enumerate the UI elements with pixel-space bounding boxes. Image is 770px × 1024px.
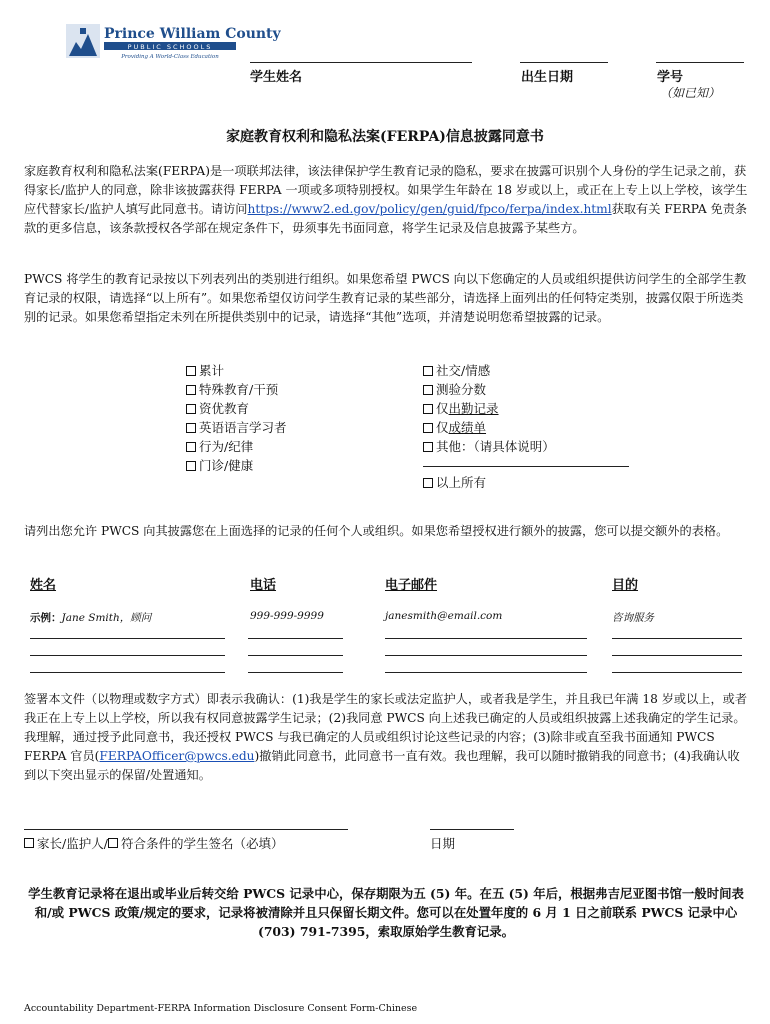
- date-label: 日期: [430, 836, 456, 851]
- category-grades[interactable]: 仅 成绩单: [423, 418, 629, 437]
- checkbox[interactable]: [423, 404, 433, 414]
- svg-text:Prince William County: Prince William County: [104, 26, 281, 42]
- student-id-note: （如已知）: [660, 86, 721, 100]
- checkbox[interactable]: [186, 461, 196, 471]
- checkbox[interactable]: [186, 404, 196, 414]
- phone-line-3[interactable]: [248, 672, 343, 673]
- recipients-paragraph: 请列出您允许 PWCS 向其披露您在上面选择的记录的任何个人或组织。如果您希望授权进行额外的披露，您可以提交额外的表格。: [24, 524, 729, 538]
- category-other[interactable]: 其他：（请具体说明）: [423, 437, 629, 456]
- checkbox[interactable]: [423, 385, 433, 395]
- checkbox[interactable]: [186, 385, 196, 395]
- other-specify-line[interactable]: [423, 456, 629, 467]
- checkbox[interactable]: [423, 442, 433, 452]
- svg-text:Providing A World-Class Educat: Providing A World-Class Education: [121, 54, 219, 60]
- category-cumulative[interactable]: 累计: [186, 361, 287, 380]
- example-email: janesmith@email.com: [385, 610, 503, 622]
- intro-paragraph: [24, 162, 748, 238]
- parent-checkbox[interactable]: [24, 838, 34, 848]
- example-name: 示例：Jane Smith，顾问: [30, 612, 152, 624]
- checkbox[interactable]: [423, 366, 433, 376]
- signature-label: 家长/监护人/ 符合条件的学生签名（必填）: [24, 834, 283, 852]
- category-attendance[interactable]: 仅 出勤记录: [423, 399, 629, 418]
- name-line-2[interactable]: [30, 655, 225, 656]
- category-gifted[interactable]: 资优教育: [186, 399, 287, 418]
- dob-label: 出生日期: [521, 70, 574, 85]
- signature-line[interactable]: [24, 829, 348, 830]
- student-id-line[interactable]: [656, 62, 744, 63]
- checkbox[interactable]: [186, 423, 196, 433]
- svg-text:PUBLIC SCHOOLS: PUBLIC SCHOOLS: [127, 43, 213, 51]
- checkbox[interactable]: [423, 423, 433, 433]
- category-ell[interactable]: 英语语言学习者: [186, 418, 287, 437]
- checkbox[interactable]: [186, 366, 196, 376]
- col-header-phone: 电话: [250, 578, 277, 593]
- retention-notice: 学生教育记录将在退出或毕业后转交给 PWCS 记录中心，保存期限为五 (5) 年。在五 (5) 年后，根据弗吉尼亚图书馆一般时间表和/或 PWCS 政策/规定的要求，记录将被清除并且只保留长期文件。您可以在处置年度的 6 月 1 日之前联系 PWCS 记录中心 (703) 791-7395，索取原始学生教育记录。: [28, 886, 744, 939]
- category-health[interactable]: 门诊/健康: [186, 456, 287, 475]
- category-special-ed[interactable]: 特殊教育/干预: [186, 380, 287, 399]
- phone-line-1[interactable]: [248, 638, 343, 639]
- acknowledgement-paragraph: 签署本文件（以物理或数字方式）即表示我确认：(1)我是学生的家长或法定监护人，或者我是学生，并且我已年满 18 岁或以上，或者我正在上专上以上学校，所以我有权同意披露学生记录；(2)我同意 PWCS 向上述我已确定的人员或组织披露上述我确定的学生记录。我理解，通过授予此同意书，我还授权 PWCS 与我已确定的人员或组织讨论这些记录的内容；(3)除非或直至我书面通知 PWCS FERPA 官员(FERPAOfficer@pwcs.edu)撤销此同意书，此同意书一直有效。我也理解，我可以随时撤销我的同意书；(4)我确认收到以下突出显示的保留/处置通知。: [24, 692, 748, 782]
- pwcs-logo: [66, 22, 281, 62]
- categories-paragraph: PWCS 将学生的教育记录按以下列表列出的类别进行组织。如果您希望 PWCS 向以下您确定的人员或组织提供访问学生的全部学生教育记录的权限，请选择“以上所有”。如果您希望仅访问学生教育记录的某些部分，请选择上面列出的任何特定类别，披露仅限于所选类别的记录。如果您希望指定未列在所提供类别中的记录，请选择“其他”选项，并清楚说明您希望披露的记录。: [24, 272, 747, 324]
- dob-line[interactable]: [520, 62, 608, 63]
- col-header-email: 电子邮件: [385, 578, 438, 593]
- example-purpose: 咨询服务: [612, 612, 654, 624]
- email-line-3[interactable]: [385, 672, 587, 673]
- categories-right: [423, 361, 629, 492]
- purpose-line-3[interactable]: [612, 672, 742, 673]
- intro-text: 家庭教育权利和隐私法案(FERPA)是一项联邦法律，该法律保护学生教育记录的隐私，要求在披露可识别个人身份的学生记录之前，获得家长/监护人的同意，除非该披露获得 FERPA 一项或多项特别授权。如果学生年龄在 18 岁或以上，或正在上专上以上学校，该学生应代替家长/监护人填写此同意书。请访问: [24, 164, 748, 216]
- pwcs-logo-icon: [66, 22, 281, 62]
- name-line-1[interactable]: [30, 638, 225, 639]
- purpose-line-2[interactable]: [612, 655, 742, 656]
- checkbox[interactable]: [186, 442, 196, 452]
- category-all[interactable]: 以上所有: [423, 473, 629, 492]
- name-line-3[interactable]: [30, 672, 225, 673]
- phone-line-2[interactable]: [248, 655, 343, 656]
- student-name-label: 学生姓名: [250, 70, 303, 85]
- col-header-name: 姓名: [30, 578, 57, 593]
- checkbox[interactable]: [423, 478, 433, 488]
- page-footer: Accountability Department-FERPA Information Disclosure Consent Form-Chinese: [24, 1003, 418, 1014]
- form-title: 家庭教育权利和隐私法案(FERPA)信息披露同意书: [226, 129, 544, 145]
- category-behavior[interactable]: 行为/纪律: [186, 437, 287, 456]
- purpose-line-1[interactable]: [612, 638, 742, 639]
- student-name-line[interactable]: [250, 62, 472, 63]
- student-checkbox[interactable]: [108, 838, 118, 848]
- ferpa-officer-email-link[interactable]: FERPAOfficer@pwcs.edu: [99, 749, 255, 763]
- ferpa-link[interactable]: https://www2.ed.gov/policy/gen/guid/fpco/ferpa/index.html: [247, 202, 612, 216]
- example-phone: 999-999-9999: [250, 610, 324, 622]
- category-social[interactable]: 社交/情感: [423, 361, 629, 380]
- date-line[interactable]: [430, 829, 514, 830]
- email-line-2[interactable]: [385, 655, 587, 656]
- email-line-1[interactable]: [385, 638, 587, 639]
- categories-left: [186, 361, 287, 475]
- category-tests[interactable]: 测验分数: [423, 380, 629, 399]
- student-id-label: 学号: [657, 70, 684, 85]
- col-header-purpose: 目的: [612, 578, 639, 593]
- intro-text-end: 获取有关 FERPA 免责条款的更多信息，该条款授权各学部在规定条件下，毋须事先书面同意，将学生记录及信息披露予某些方。: [24, 202, 748, 235]
